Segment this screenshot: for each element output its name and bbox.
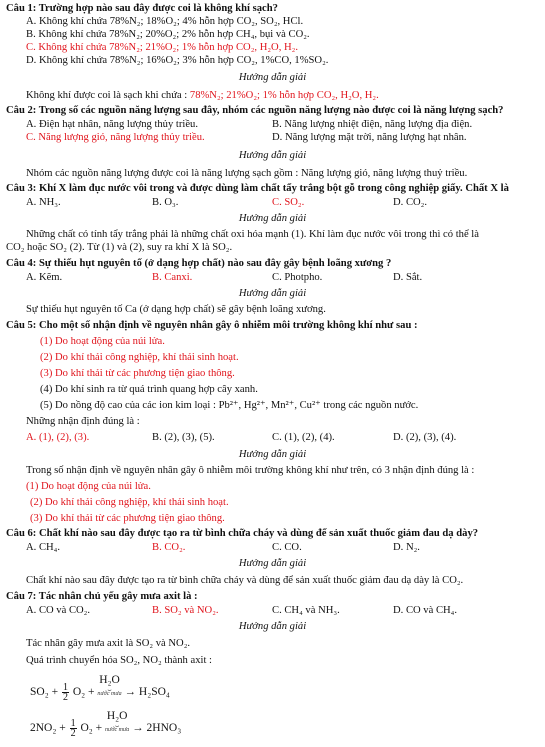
question-1-option-d: D. Không khí chứa 78%N₂; 16%O₂; 3% hỗn hợp CO₂, 1%CO, 1%SO₂. — [26, 55, 329, 66]
fraction-denominator: 2 — [70, 727, 76, 739]
question-3-option-b: B. O₃. — [152, 197, 179, 208]
question-3-guide-heading: Hướng dẫn giải — [238, 213, 307, 224]
question-2-explanation: Nhóm các nguồn năng lượng được coi là năng lượng sạch gồm : Năng lượng gió, năng lượng thuỷ triều. — [26, 168, 468, 179]
question-2-guide-heading: Hướng dẫn giải — [238, 150, 307, 161]
question-4-option-a: A. Kẽm. — [26, 272, 63, 283]
question-5-guide-heading: Hướng dẫn giải — [238, 449, 307, 460]
question-1-stem: Câu 1: Trường hợp nào sau đây được coi là không khí sạch? — [6, 3, 278, 14]
question-6-explanation: Chất khí nào sau đây được tạo ra từ bình chữa cháy và dùng để sản xuất thuốc giảm đau dạ dày là CO₂. — [26, 575, 464, 586]
question-3-option-d: D. CO₂. — [393, 197, 428, 208]
equation-term: O₂ + — [72, 686, 98, 698]
question-5-reason-3: (3) Do khí thải từ các phương tiện giao thông. — [30, 513, 225, 524]
rainwater-label: nước mưa — [105, 727, 130, 733]
question-5-intro: Những nhận định đúng là : — [26, 416, 140, 427]
question-7-option-b: B. SO₂ và NO₂. — [152, 605, 219, 616]
underbrace: ⏟ — [115, 721, 119, 727]
water-formula: H₂O — [106, 710, 128, 722]
question-7-stem: Câu 7: Tác nhân chủ yếu gây mưa axit là : — [6, 591, 198, 602]
equation-nitric-acid — [30, 710, 181, 738]
question-4-guide-heading: Hướng dẫn giải — [238, 288, 307, 299]
question-1-option-b: B. Không khí chứa 78%N₂; 20%O₂; 2% hỗn hợp CH₄, bụi và CO₂. — [26, 29, 310, 40]
question-4-option-d: D. Sắt. — [393, 272, 423, 283]
question-2-option-d: D. Năng lượng mặt trời, năng lượng hạt nhân. — [272, 132, 467, 143]
question-1-option-c: C. Không khí chứa 78%N₂; 21%O₂; 1% hỗn hợp CO₂, H₂O, H₂. — [26, 42, 298, 53]
fraction-one-half — [62, 683, 69, 702]
fraction-one-half — [70, 719, 77, 738]
question-6-option-b: B. CO₂. — [152, 542, 186, 553]
question-5-option-c: C. (1), (2), (4). — [272, 432, 335, 443]
equation-product: → H₂SO₄ — [124, 686, 170, 698]
question-2-option-b: B. Năng lượng nhiệt điện, năng lượng địa điện. — [272, 119, 473, 130]
question-6-option-c: C. CO. — [272, 542, 302, 553]
question-7-guide-heading: Hướng dẫn giải — [238, 621, 307, 632]
question-2-option-a: A. Điện hạt nhân, năng lượng thủy triều. — [26, 119, 198, 130]
question-6-stem: Câu 6: Chất khí nào sau đây được tạo ra từ bình chữa cháy và dùng để sản xuất thuốc giảm đau dạ dày? — [6, 528, 479, 539]
question-7-option-a: A. CO và CO₂. — [26, 605, 91, 616]
question-5-statement-2: (2) Do khí thải công nghiệp, khí thải sinh hoạt. — [40, 352, 239, 363]
underbrace: ⏟ — [107, 685, 112, 691]
question-2-option-c: C. Năng lượng gió, năng lượng thủy triều. — [26, 132, 205, 143]
question-6-option-a: A. CH₄. — [26, 542, 61, 553]
question-6-option-d: D. N₂. — [393, 542, 420, 553]
question-5-stem: Câu 5: Cho một số nhận định về nguyên nhân gây ô nhiễm môi trường không khí như sau : — [6, 320, 418, 331]
question-4-option-c: C. Photpho. — [272, 272, 323, 283]
question-5-option-b: B. (2), (3), (5). — [152, 432, 215, 443]
question-6-guide-heading: Hướng dẫn giải — [238, 558, 307, 569]
question-4-explanation: Sự thiếu hụt nguyên tố Ca (ở dạng hợp chất) sẽ gây bệnh loãng xương. — [26, 304, 326, 315]
equation-term: O₂ + — [80, 722, 106, 734]
question-5-statement-1: (1) Do hoạt động của núi lửa. — [40, 336, 165, 347]
question-4-stem: Câu 4: Sự thiếu hụt nguyên tố (ở dạng hợp chất) nào sau đây gây bệnh loãng xương ? — [6, 258, 392, 269]
question-7-option-d: D. CO và CH₄. — [393, 605, 458, 616]
question-1-explanation — [26, 90, 379, 102]
water-formula: H₂O — [99, 674, 120, 686]
question-5-option-a: A. (1), (2), (3). — [26, 432, 90, 443]
rainwater-term — [105, 710, 129, 733]
question-3-stem: Câu 3: Khí X làm đục nước vôi trong và được dùng làm chất tẩy trắng bột gỗ trong công nghiệp giấy. Chất X là — [6, 183, 509, 194]
rainwater-term — [97, 674, 121, 697]
fraction-numerator: 1 — [62, 681, 68, 693]
question-5-explanation: Trong số nhận định về nguyên nhân gây ô nhiễm môi trường không khí như trên, có 3 nhận định đúng là : — [26, 465, 475, 476]
equation-term: SO₂ + — [30, 686, 61, 698]
question-4-option-b: B. Canxi. — [152, 272, 193, 283]
question-7-explanation-line1: Tác nhân gây mưa axit là SO₂ và NO₂. — [26, 638, 191, 649]
question-2-stem: Câu 2: Trong số các nguồn năng lượng sau đây, nhóm các nguồn năng lượng nào được coi là năng lượng sạch? — [6, 105, 504, 116]
equation-product: → 2HNO₃ — [132, 722, 182, 734]
question-5-statement-4: (4) Do khí sinh ra từ quá trình quang hợp cây xanh. — [40, 384, 258, 395]
question-7-explanation-line2: Quá trình chuyển hóa SO₂, NO₂ thành axit : — [26, 655, 212, 666]
question-3-option-c: C. SO₂. — [272, 197, 305, 208]
question-5-option-d: D. (2), (3), (4). — [393, 432, 457, 443]
question-5-reason-1: (1) Do hoạt động của núi lửa. — [26, 481, 151, 492]
explanation-text: Không khí được coi là sạch khi chứa : — [26, 90, 190, 101]
question-7-option-c: C. CH₄ và NH₃. — [272, 605, 340, 616]
question-5-statement-3: (3) Do khí thải từ các phương tiện giao thông. — [40, 368, 235, 379]
question-3-explanation-line1: Những chất có tính tẩy trắng phải là những chất oxi hóa mạnh (1). Khí làm đục nước vôi trong thì có thể là — [26, 229, 479, 240]
question-1-option-a: A. Không khí chứa 78%N₂; 18%O₂; 4% hỗn hợp CO₂, SO₂, HCl. — [26, 16, 304, 27]
fraction-numerator: 1 — [70, 717, 76, 729]
question-5-statement-5: (5) Do nồng độ cao của các ion kim loại : Pb²⁺, Hg²⁺, Mn²⁺, Cu²⁺ trong các nguồn nước. — [40, 400, 419, 411]
equation-term: 2NO₂ + — [30, 722, 69, 734]
question-3-explanation-line2: CO₂ hoặc SO₂ (2). Từ (1) và (2), suy ra khí X là SO₂. — [6, 242, 233, 253]
explanation-answer: 78%N₂; 21%O₂; 1% hỗn hợp CO₂, H₂O, H₂. — [189, 90, 379, 101]
fraction-denominator: 2 — [62, 691, 68, 703]
question-5-reason-2: (2) Do khí thải công nghiệp, khí thải sinh hoạt. — [30, 497, 229, 508]
rainwater-label: nước mưa — [97, 691, 122, 697]
equation-sulfuric-acid — [30, 674, 170, 702]
question-3-option-a: A. NH₃. — [26, 197, 61, 208]
question-1-guide-heading: Hướng dẫn giải — [238, 72, 307, 83]
